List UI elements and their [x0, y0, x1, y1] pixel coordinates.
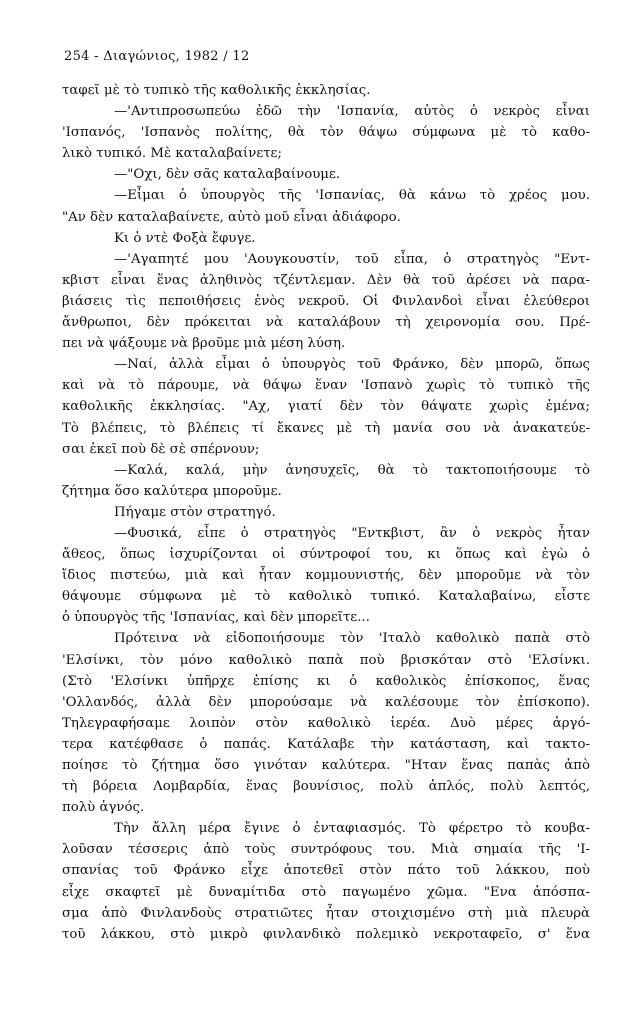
text-line: 'Ισπανός, 'Ισπανὸς πολίτης, θὰ τὸν θάψω σύμφωνα μὲ τὸ καθο-	[62, 125, 590, 141]
text-line: καὶ νὰ τὸ πάρουμε, νὰ θάψω ἕναν 'Ισπανὸ χωρὶς τὸ τυπικὸ τῆς	[62, 378, 590, 394]
text-line: —Ναί, ἀλλὰ εἶμαι ὁ ὑπουργὸς τοῦ Φράνκο, δὲν μπορῶ, ὅπως	[114, 357, 590, 373]
text-line: (Στὸ 'Ελσίνκι ὑπῆρχε ἐπίσης κι ὁ καθολικὸς ἐπίσκοπος, ἕνας	[62, 673, 590, 689]
text-line: τοῦ λάκκου, στὸ μικρὸ φινλανδικὸ πολεμικὸ νεκροταφεῖο, σ' ἕνα	[62, 926, 590, 942]
text-line: κβιστ εἶναι ἕνας ἀληθινὸς τζέντλεμαν. Δὲν θὰ τοῦ ἀρέσει νὰ παρα-	[62, 272, 590, 288]
text-line: —Φυσικά, εἶπε ὁ στρατηγὸς "Εντκβιστ, ἂν ὁ νεκρὸς ἦταν	[114, 525, 590, 541]
text-line: σαι ἐκεῖ ποὺ δὲ σὲ σπέρνουν;	[62, 441, 260, 457]
text-line: Πήγαμε στὸν στρατηγό.	[114, 504, 276, 520]
text-line: πολὺ ἁγνός.	[62, 800, 145, 816]
text-line: λοῦσαν τέσσερις ἀπὸ τοὺς συντρόφους του. Μιὰ σημαία τῆς 'Ι-	[62, 842, 590, 858]
text-line: —"Οχι, δὲν σᾶς καταλαβαίνουμε.	[114, 167, 341, 183]
text-line: 'Ελσίνκι, τὸν μόνο καθολικὸ παπὰ ποὺ βρισκόταν στὸ 'Ελσίνκι.	[62, 652, 590, 668]
text-line: ποίησε τὸ ζήτημα ὅσο γινόταν καλύτερα. "Ηταν ἕνας παπὰς ἀπὸ	[62, 758, 590, 773]
text-line: Τὸ βλέπεις, τὸ βλέπεις τί ἔκανες μὲ τὴ μανία σου νὰ ἀνακατεύε-	[62, 420, 590, 436]
text-line: Τὴν ἄλλη μέρα ἔγινε ὁ ἐνταφιασμός. Τὸ φέρετρο τὸ κουβα-	[114, 821, 590, 837]
running-title: Διαγώνιος, 1982 / 12	[103, 49, 250, 64]
text-line: "Αν δὲν καταλαβαίνετε, αὐτὸ μοῦ εἶναι ἀδιάφορο.	[62, 209, 401, 225]
text-line: τερα κατέφθασε ὁ παπάς. Κατάλαβε τὴν κατάσταση, καὶ τακτο-	[62, 736, 590, 752]
text-line: ἄθεος, ὅπως ἰσχυρίζονται οἱ σύντροφοί του, κι ὅπως καὶ ἐγὼ ὁ	[62, 547, 590, 563]
page-number: 254	[64, 49, 90, 64]
text-line: ταφεῖ μὲ τὸ τυπικὸ τῆς καθολικῆς ἐκκλησίας.	[62, 83, 371, 98]
text-line: ἄνθρωποι, δὲν πρόκειται νὰ καταλάβουν τὴ χειρονομία σου. Πρέ-	[62, 315, 590, 331]
text-line: Πρότεινα νὰ εἰδοποιήσουμε τὸν 'Ιταλὸ καθολικὸ παπὰ στὸ	[114, 631, 590, 647]
text-line: βιάσεις τὶς πεποιθήσεις ἑνὸς νεκροῦ. Οἱ Φινλανδοὶ εἶναι ἐλεύθεροι	[62, 293, 590, 309]
text-line: —Εἶμαι ὁ ὑπουργὸς τῆς 'Ισπανίας, θὰ κάνω τὸ χρέος μου.	[114, 188, 590, 204]
text-line: —'Αντιπροσωπεύω ἐδῶ τὴν 'Ισπανία, αὐτὸς ὁ νεκρὸς εἶναι	[114, 104, 590, 120]
text-line: —Καλά, καλά, μὴν ἀνησυχεῖς, θὰ τὸ τακτοποιήσουμε τὸ	[114, 462, 590, 478]
text-line: λικὸ τυπικό. Μὲ καταλαβαίνετε;	[62, 146, 282, 162]
text-line: εἶχε σκαφτεῖ μὲ δυναμίτιδα στὸ παγωμένο χῶμα. "Ενα ἀπόσπα-	[62, 884, 590, 900]
text-line: ὁ ὑπουργὸς τῆς 'Ισπανίας, καὶ δὲν μπορεῖτε...	[62, 610, 370, 626]
text-line: Τηλεγραφήσαμε λοιπὸν στὸν καθολικὸ ἱερέα. Δυὸ μέρες ἀργό-	[62, 715, 590, 731]
text-line: τὴ βόρεια Λομβαρδία, ἕνας βουνίσιος, πολὺ ἁπλός, πολὺ λεπτός,	[62, 779, 590, 795]
text-line: σμα ἀπὸ Φινλανδοὺς στρατιῶτες ἦταν στοιχισμένο στὴ μιὰ πλευρὰ	[62, 905, 590, 921]
running-head: 254 - Διαγώνιος, 1982 / 12	[64, 49, 250, 64]
text-line: 'Ολλανδός, ἀλλὰ δὲν μπορούσαμε νὰ καλέσουμε τὸν ἐπίσκοπο).	[62, 694, 590, 710]
text-line: καθολικῆς ἐκκλησίας. "Αχ, γιατί δὲν τὸν θάψατε χωρὶς ἐμένα;	[62, 399, 590, 415]
body-text	[62, 80, 590, 945]
text-line: θάψουμε σύμφωνα μὲ τὸ καθολικὸ τυπικό. Καταλαβαίνω, εἶστε	[62, 589, 590, 605]
text-line: ἴδιος πιστεύω, μιὰ καὶ ἦταν κομμουνιστής, δὲν μποροῦμε νὰ τὸν	[62, 568, 590, 584]
text-line: —'Αγαπητέ μου 'Αουγκουστίν, τοῦ εἶπα, ὁ στρατηγὸς "Εντ-	[114, 251, 590, 267]
text-line: πει νὰ ψάξουμε νὰ βροῦμε μιὰ μέση λύση.	[62, 336, 346, 352]
text-line: ζήτημα ὅσο καλύτερα μποροῦμε.	[62, 483, 282, 499]
text-line: σπανίας τοῦ Φράνκο εἶχε ἀποτεθεῖ στὸν πάτο τοῦ λάκκου, ποὺ	[62, 863, 590, 879]
text-line: Κι ὁ ντὲ Φοξὰ ἔφυγε.	[114, 230, 256, 246]
